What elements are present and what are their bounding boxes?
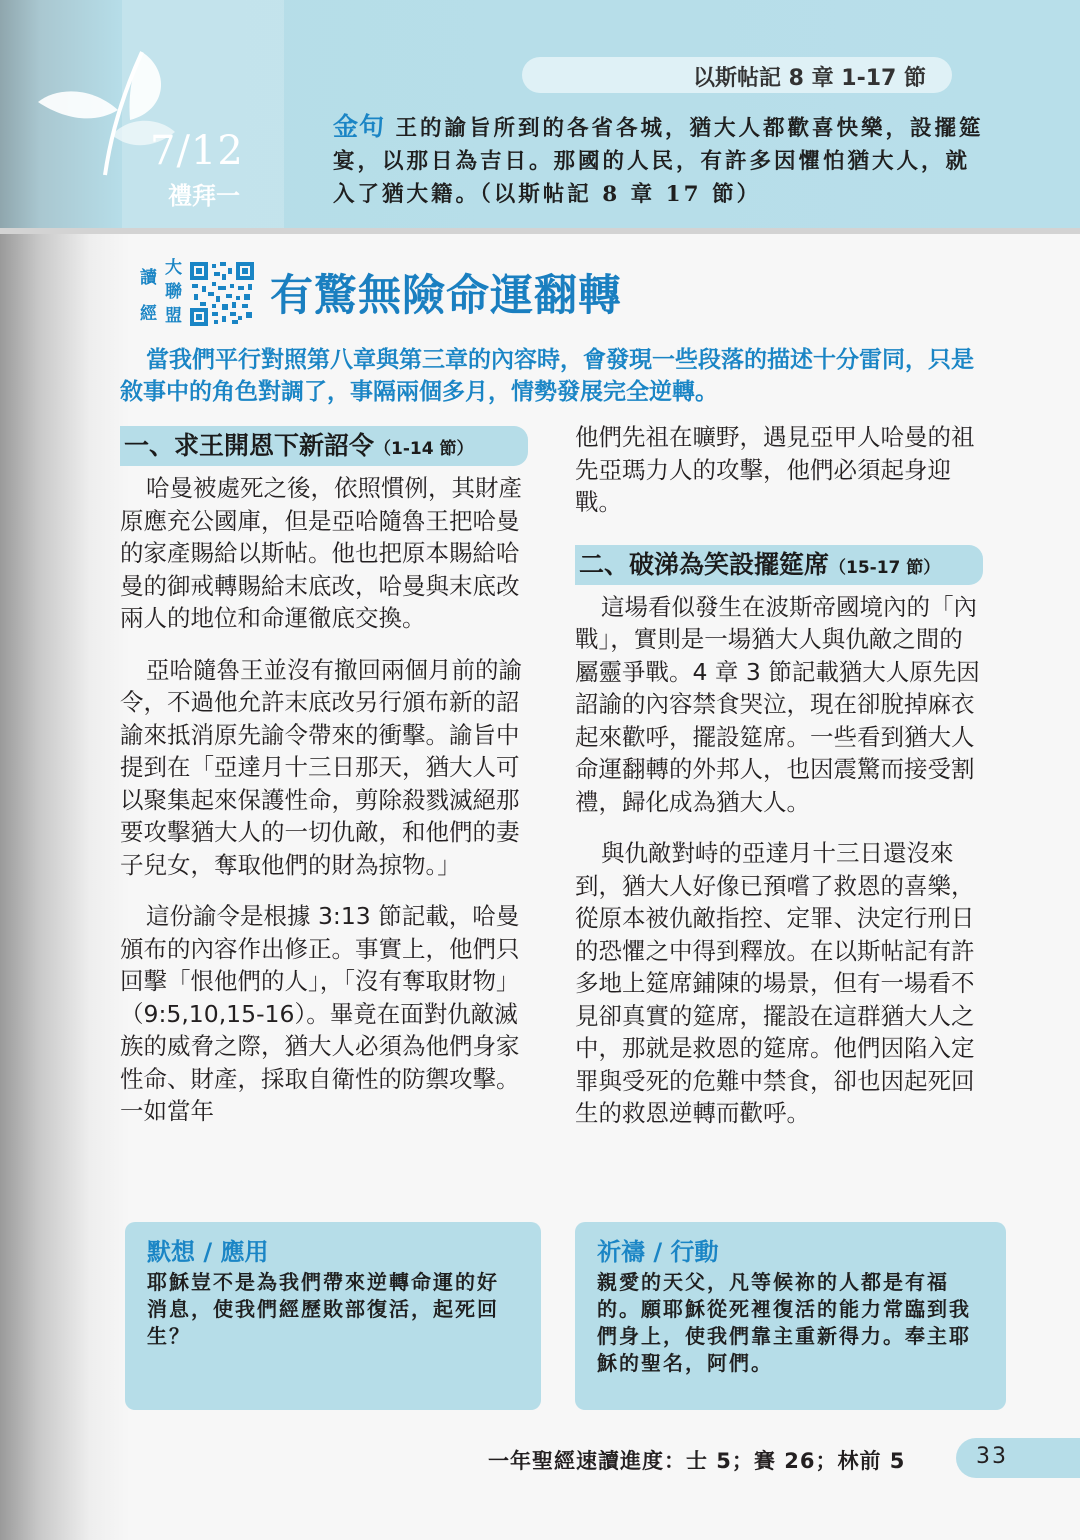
golden-verse-label: 金句 [333,112,386,141]
golden-verse [333,110,993,211]
section2-range: （15-17 節） [829,557,941,578]
qr-label-big: 大 [165,258,182,278]
weekday: 禮拜一 [168,182,240,210]
section1-heading-text: 一、求王開恩下新詔令 [124,431,375,460]
scripture-reference: 以斯帖記 8 章 1-17 節 [693,66,926,91]
article-intro: 當我們平行對照第八章與第三章的內容時，會發現一些段落的描述十分雷同，只是敘事中的角色對調了，事隔兩個多月，情勢發展完全逆轉。 [120,347,974,405]
section1-range: （1-14 節） [374,439,474,459]
qr-code-icon[interactable] [190,262,254,326]
header-banner [0,0,1080,234]
golden-verse-text: 王的諭旨所到的各省各城，猶大人都歡喜快樂，設擺筵宴，以那日為吉日。那國的人民，有許多因懼怕猶大人，就入了猶大籍。（以斯帖記 8 章 17 節） [333,116,984,207]
page-number-tab [956,1438,1080,1478]
prayer-box [575,1222,1006,1410]
qr-label-scripture: 經 [140,304,157,324]
prayer-text: 親愛的天父，凡等候祢的人都是有福的。願耶穌從死裡復活的能力常臨到我們身上，使我們靠主重新得力。奉主耶穌的聖名，阿們。 [597,1270,971,1375]
section1-paragraph: 哈曼被處死之後，依照慣例，其財產原應充公國庫，但是亞哈隨魯王把哈曼的家產賜給以斯帖。他也把原本賜給哈曼的御戒轉賜給末底改，哈曼與末底改兩人的地位和命運徹底交換。 [120,474,522,632]
reading-progress: 一年聖經速讀進度：士 5；賽 26；林前 5 [488,1449,906,1473]
section1-heading [120,426,528,466]
section2-paragraph: 與仇敵對峙的亞達月十三日還沒來到，猶大人好像已預嚐了救恩的喜樂，從原本被仇敵指控、定罪、決定行刑日的恐懼之中得到釋放。在以斯帖記有許多地上筵席鋪陳的場景，但有一場看不見卻真實的筵席，擺設在這群猶大人之中，那就是救恩的筵席。他們因陷入定罪與受死的危難中禁食，卻也因起死回生的救恩逆轉而歡呼。 [575,839,975,1127]
qr-label-union: 聯 [165,282,182,302]
qr-label-alliance: 盟 [165,306,182,326]
section2-heading-text: 二、破涕為笑設擺筵席 [579,549,830,579]
section2-heading [575,545,983,585]
right-column [575,421,983,1149]
article-title: 有驚無險命運翻轉 [270,271,622,321]
qr-label-read: 讀 [140,268,157,288]
page-number: 33 [976,1444,1008,1469]
meditation-text: 耶穌豈不是為我們帶來逆轉命運的好消息，使我們經歷敗部復活，起死回生？ [147,1270,499,1348]
date: 7/12 [150,128,244,174]
section1-paragraph: 亞哈隨魯王並沒有撤回兩個月前的諭令，不過他允許末底改另行頒布新的詔諭來抵消原先諭令帶來的衝擊。諭旨中提到在「亞達月十三日那天，猶大人可以聚集起來保護性命，剪除殺戮滅絕那要攻擊猶大人的一切仇敵，和他們的妻子兒女，奪取他們的財為掠物。」 [120,655,522,879]
section1-continuation: 他們先祖在曠野，遇見亞甲人哈曼的祖先亞瑪力人的攻擊，他們必須起身迎戰。 [575,423,975,516]
scripture-reference-pill [522,57,952,93]
section1-paragraph: 這份諭令是根據 3:13 節記載，哈曼頒布的內容作出修正。事實上，他們只回擊「恨他們的人」，「沒有奪取財物」（9:5,10,15-16）。畢竟在面對仇敵滅族的威脅之際，猶大人必須為他們身家性命、財產，採取自衛性的防禦攻擊。一如當年 [120,902,520,1125]
meditation-box [125,1222,541,1410]
left-column [120,426,528,1147]
prayer-title: 祈禱 / 行動 [597,1238,719,1266]
section2-paragraph: 這場看似發生在波斯帝國境內的「內戰」，實則是一場猶大人與仇敵之間的屬靈爭戰。4 章 3 節記載猶大人原先因詔諭的內容禁食哭泣，現在卻脫掉麻衣起來歡呼，擺設筵席。一些看到猶大人命運翻轉的外邦人，也因震驚而接受割禮，歸化成為猶大人。 [575,592,980,816]
meditation-title: 默想 / 應用 [147,1238,269,1266]
